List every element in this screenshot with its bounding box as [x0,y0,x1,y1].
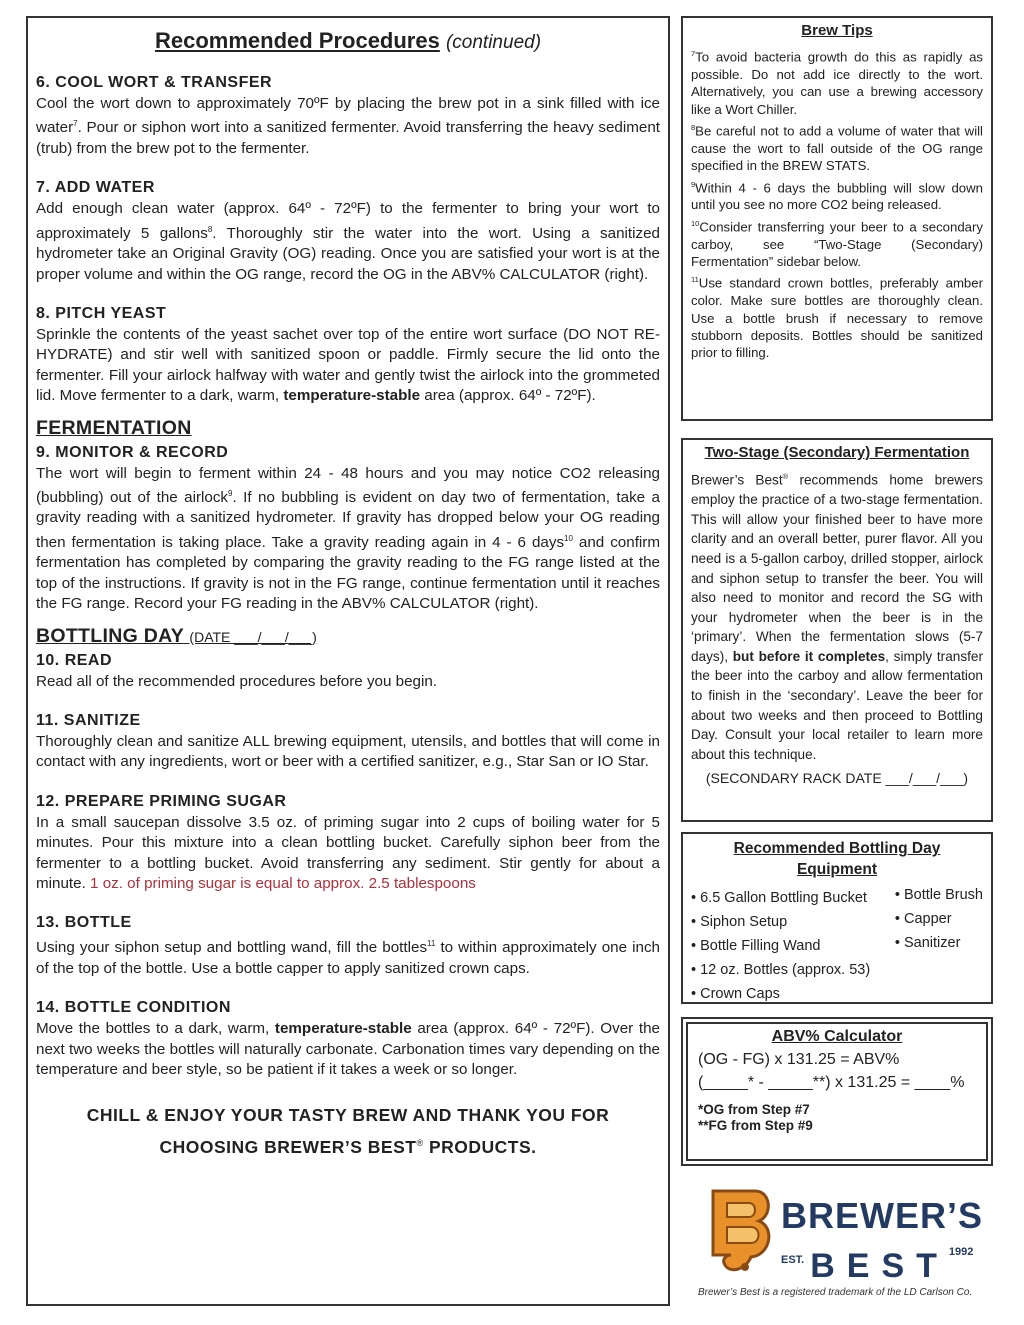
abv-formula: (OG - FG) x 131.25 = ABV% [698,1051,900,1068]
closing-message: CHILL & ENJOY YOUR TASTY BREW AND THANK YOU FOR CHOOSING BREWER’S BEST® PRODUCTS. [86,1104,610,1157]
step-title: 9. MONITOR & RECORD [36,443,229,461]
step-body: Cool the wort down to approximately 70ºF by placing the brew pot in a sink filled with ice water$^7$. Pour or siphon wort into a sanitized fermenter. Avoid transferring the heavy sediment (trub) from the brew pot to the fermenter. [36,95,660,157]
step-13 [36,914,660,979]
step-title: 7. ADD WATER [36,179,155,197]
equipment-column [691,886,870,1006]
step-title: 11. SANITIZE [36,711,141,729]
step-7 [36,179,660,285]
equipment-list [691,886,983,1006]
equipment-item: • Bottle Filling Wand [691,938,821,954]
brew-tips-panel [681,16,993,421]
step-body: Sprinkle the contents of the yeast sachet over top of the entire wort surface (DO NOT RE-HYDRATE) and stir well with sanitized spoon or paddle. Firmly secure the lid onto the fermenter. Fill your airlock halfway with water and gently twist the airlock into the grommeted lid. Move fermenter to a dark, warm, temperature-stable area (approx. 64º - 72ºF). [36,325,660,405]
brew-tip: $^7$To avoid bacteria growth do this as rapidly as possible. Do not add ice directly to the wort. Alternatively, you can use a brewing accessory like a Wort Chiller. [691,49,983,117]
step-body: The wort will begin to ferment within 24 - 48 hours and you may notice CO2 releasing (bubbling) out of the airlock$^9$. If no bubbling is evident on day two of fermentation, take a gravity reading with a sanitized hydrometer. If gravity has dropped below your OG reading then fermentation is taking place. Take a gravity reading again in 4 - 6 days$^{10}$ and confirm fermentation has completed by comparing the gravity reading to the FG range listed at the top of the instructions. If gravity is not in the FG range, continue fermentation until it reaches the FG range. Record your FG reading in the ABV% CALCULATOR (right). [36,464,660,613]
equipment-title: Recommended Bottling Day Equipment [733,840,941,878]
brewers-best-logo: BREWER’S EST. BEST 1992 [705,1185,985,1275]
step-body: Add enough clean water (approx. 64º - 72ºF) to the fermenter to bring your wort to approximately 5 gallons$^8$. Thoroughly stir the water into the wort. Using a sanitized hydrometer take an Original Gravity (OG) reading. Once you are satisfied your wort is at the proper volume and within the OG range, record the OG in the ABV% CALCULATOR (right). [36,200,660,283]
equipment-item: • 6.5 Gallon Bottling Bucket [691,890,867,906]
logo-brewers-text: BREWER’S [781,1195,984,1236]
fermentation-heading: FERMENTATION [36,416,192,439]
step-title: 10. READ [36,651,113,669]
step-body: Using your siphon setup and bottling wand, fill the bottles$^{11}$ to within approximately one inch of the top of the bottle. Use a bottle capper to apply sanitized crown caps. [36,939,660,977]
procedures-panel [26,16,670,1306]
equipment-item: • Sanitizer [894,935,961,951]
two-stage-fermentation-panel [681,438,993,822]
abv-title: ABV% Calculator [771,1028,903,1045]
brew-tip: $^{10}$Consider transferring your beer to a secondary carboy, see “Two-Stage (Secondary) Fermentation” sidebar below. [691,218,983,270]
step-body: Thoroughly clean and sanitize ALL brewing equipment, utensils, and bottles that will come in contact with any ingredients, wort or beer with a certified sanitizer, e.g., Star San or IO Star. [36,732,660,771]
step-title: 6. COOL WORT & TRANSFER [36,74,273,91]
step-title: 13. BOTTLE [36,914,132,932]
equipment-item: • Bottle Brush [894,887,983,903]
priming-sugar-note: 1 oz. of priming sugar is equal to approx. 2.5 tablespoons [90,875,476,892]
abv-calculator-panel [681,1017,993,1166]
page-title: Recommended Procedures (continued) [154,28,542,53]
two-stage-title: Two-Stage (Secondary) Fermentation [704,444,970,461]
brew-tip: $^8$Be careful not to add a volume of water that will cause the wort to fall outside of the OG range specified in the BREW STATS. [691,123,983,174]
step-8 [36,305,660,407]
equipment-item: • Siphon Setup [691,914,788,930]
step-14 [36,999,660,1080]
step-body: In a small saucepan dissolve 3.5 oz. of priming sugar into 2 cups of boiling water for 5 minutes. Pour this mixture into a clean bottling bucket. Carefully siphon beer from the fermenter to a bottling bucket. Avoid transferring any sediment. Stir gently for about a minute. 1 oz. of priming sugar is equal to approx. 2.5 tablespoons [36,813,660,892]
step-6 [36,74,660,159]
step-9 [36,444,660,615]
step-title: 8. PITCH YEAST [36,304,167,322]
equipment-item: • Crown Caps [691,986,780,1002]
abv-blank-formula: (_____* - _____**) x 131.25 = ____% [698,1074,965,1091]
secondary-rack-date-field: (SECONDARY RACK DATE ___/___/___) [705,770,969,787]
drop-b-logo-icon [705,1185,777,1275]
equipment-column [895,883,983,1006]
bottling-date-field: (DATE ___/___/___) [189,628,317,645]
equipment-item: • Capper [894,911,952,927]
step-title: 14. BOTTLE CONDITION [36,999,231,1017]
step-11 [36,712,660,773]
abv-notes: *OG from Step #7 **FG from Step #9 [698,1102,813,1133]
brew-tip: $^{11}$Use standard crown bottles, preferably amber color. Make sure bottles are thoroughly clean. Use a bottle brush if necessary to remove stubborn deposits. Bottles should be sanitized prior to filling. [691,275,983,361]
step-12 [36,793,660,895]
brew-tips-list [691,45,983,362]
two-stage-body: Brewer’s Best® recommends home brewers employ the practice of a two-stage fermentation. This will allow your finished beer to have more clarity and an overall better, purer flavor. All you need is a 5-gallon carboy, drilled stopper, airlock and siphon setup to transfer the beer. You will also need to monitor and record the SG with your hydrometer when the beer is in the ‘primary’. When the fermentation slows (5-7 days), but before it completes, simply transfer the beer into the carboy and allow fermentation to finish in the ‘secondary’. Leave the beer for about two weeks and then proceed to Bottling Day. Consult your local retailer to learn more about this technique. [691,472,983,762]
step-body: Read all of the recommended procedures before you begin. [36,672,438,690]
brew-tips-title: Brew Tips [801,22,873,39]
bottling-day-heading: BOTTLING DAY (DATE ___/___/___) [36,624,317,647]
trademark-note: Brewer’s Best is a registered trademark of the LD Carlson Co. [698,1287,973,1298]
step-title: 12. PREPARE PRIMING SUGAR [36,792,287,810]
step-body: Move the bottles to a dark, warm, temperature-stable area (approx. 64º - 72ºF). Over the next two weeks the bottles will naturally carbonate. Carbonation times vary depending on the temperature and beer style, so be patient if it takes a week or so longer. [36,1020,660,1079]
bottling-equipment-panel [681,832,993,1004]
step-10 [36,652,660,692]
logo-best-text: BEST [810,1247,949,1285]
equipment-item: • 12 oz. Bottles (approx. 53) [691,962,871,978]
brew-tip: $^9$Within 4 - 6 days the bubbling will slow down until you see no more CO2 being released. [691,179,983,213]
